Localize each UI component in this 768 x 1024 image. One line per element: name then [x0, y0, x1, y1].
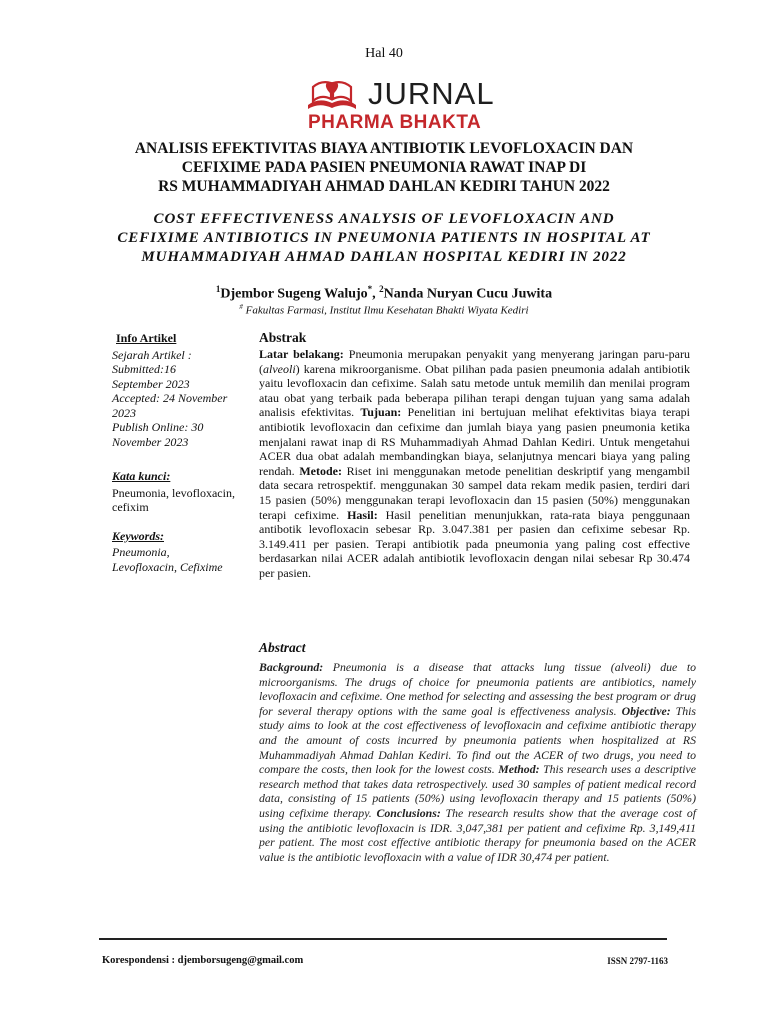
info-heading: Info Artikel [116, 331, 177, 345]
abstract-text: This study aims to look at the cost effectiveness of levofloxacin and cefixime antibiotic therapy and the amount of costs incurred by pneumonia patients when hospitalized at RS Muhammadiyah Ahmad Dahlan Kediri. To find out the ACER of two drugs, you need to compare the costs, then look for the lowest costs. [259, 703, 697, 777]
abstrak-text: Pneumonia merupakan penyakit yang menyerang jaringan paru-paru ( [259, 347, 690, 376]
section-label: Tujuan: [360, 405, 402, 420]
keyword-line: Pneumonia, levofloxacin, [112, 485, 235, 500]
footer-divider [99, 938, 667, 940]
kata-kunci-list [112, 486, 242, 515]
abstrak-italic-term: alveoli [263, 361, 296, 376]
affiliation-text: Fakultas Farmasi, Institut Ilmu Kesehatan Bhakti Wiyata Kediri [242, 304, 529, 317]
title-line: CEFIXIME ANTIBIOTICS IN PNEUMONIA PATIENTS IN HOSPITAL AT [117, 230, 651, 246]
page-number: Hal 40 [365, 46, 403, 61]
title-line: COST EFFECTIVENESS ANALYSIS OF LEVOFLOXACIN AND [153, 211, 615, 227]
kata-kunci-heading: Kata kunci: [112, 469, 171, 483]
section-label: Objective: [621, 703, 671, 718]
abstrak-heading: Abstrak [259, 330, 307, 345]
author-name: Djembor Sugeng Walujo [220, 286, 368, 302]
abstrak-text: Hasil penelitian menunjukkan, rata-rata biaya penggunaan antibotik levofloxacin sebesar Rp. 3.047.381 per pasien dan cefixime sebesar Rp. 3.149.411 per pasien. Terapi antibiotik pada pneumonia yang paling cost effective berdasarkan nilai ACER adalah antibiotik levofloxacin dengan nilai sebesar Rp 30.474 per pasien. [259, 507, 690, 580]
history-line: November 2023 [112, 434, 189, 449]
book-heart-icon [305, 78, 359, 112]
issn-number: ISSN 2797-1163 [607, 956, 668, 966]
keywords-list [112, 545, 242, 574]
title-line: RS MUHAMMADIYAH AHMAD DAHLAN KEDIRI TAHUN 2022 [158, 178, 610, 195]
affiliation [0, 303, 768, 317]
title-line: MUHAMMADIYAH AHMAD DAHLAN HOSPITAL KEDIRI IN 2022 [141, 249, 627, 265]
logo-wordmark: JURNAL [368, 76, 495, 111]
journal-logo [0, 76, 768, 134]
article-info [112, 331, 242, 574]
section-label: Hasil: [347, 507, 378, 522]
author-list [0, 284, 768, 303]
author-separator: , [372, 286, 380, 302]
author-superscript: 1 [215, 284, 221, 294]
abstrak-text: Riset ini menggunakan metode penelitian deskriptif yang mengambil data secara retrospektif. menggunakan 30 sampel data rekam medik pasien, terdiri dari 15 pasien (50%) menggunakan terapi levofloxacin dan 15 pasien (50%) menggunakan terapi cefixime. [259, 463, 690, 522]
section-label: Background: [259, 660, 324, 674]
history-line: 2023 [112, 405, 136, 420]
section-label: Metode: [299, 463, 342, 478]
history-line: Accepted: 24 November [112, 391, 228, 405]
abstract-text: This research uses a descriptive research method that takes data retrospectively. used 30 samples of patient medical record data, consisting of 15 patients (50%) using levofloxacin therapy and 15 patients (50%) using cefixime therapy. [259, 762, 696, 820]
section-label: Conclusions: [376, 805, 441, 820]
correspondence-email: Korespondensi : djemborsugeng@gmail.com [102, 955, 304, 966]
abstrak-body [259, 347, 690, 581]
abstrak-text: Penelitian ini bertujuan melihat efektivitas biaya terapi antibiotik levofloxacin dan cefixime dan jumlah biaya yang pasien pneumonia ketika menjalani rawat inap di RS Muhammadiyah Ahmad Dahlan Kediri. Untuk mengetahui ACER dua obat adalah membandingkan biaya, selanjutnya mencari biaya yang paling rendah. [259, 405, 690, 478]
keyword-line: Levofloxacin, Cefixime [112, 559, 223, 574]
title-english [80, 210, 688, 267]
corresponding-mark: * [367, 284, 373, 294]
history-line: Sejarah Artikel : [112, 347, 192, 362]
section-label: Method: [498, 762, 540, 777]
affiliation-mark: # [239, 303, 243, 311]
article-history [112, 348, 242, 450]
abstract-text: The research results show that the average cost of using the antibiotic levofloxacin is IDR. 3,047,381 per patient and cefixime Rp. 3,149,411 per patient. The most cost effective antibiotic therapy for pneumonia based on the ACER value is the antibiotic levofloxacin with a value of IDR 30,474 per patient. [259, 805, 697, 864]
title-line: CEFIXIME PADA PASIEN PNEUMONIA RAWAT INAP DI [181, 159, 587, 176]
history-line: September 2023 [112, 376, 190, 391]
author-name: Nanda Nuryan Cucu Juwita [383, 286, 553, 302]
abstract-heading: Abstract [259, 640, 306, 655]
title-line: ANALISIS EFEKTIVITAS BIAYA ANTIBIOTIK LEVOFLOXACIN DAN [134, 140, 634, 157]
history-line: Publish Online: 30 [112, 420, 204, 434]
keywords-heading: Keywords: [112, 528, 164, 543]
keyword-line: cefixim [112, 500, 149, 514]
abstract-body [259, 660, 696, 864]
title-indonesian [80, 139, 688, 196]
keyword-line: Pneumonia, [112, 545, 170, 559]
author-superscript: 2 [379, 284, 384, 294]
abstrak-text: ) karena mikroorganisme. Obat pilihan pada pasien pneumonia adalah antibiotik yaitu levofloxacin dan cefixime. Salah satu metode untuk memilih dan menilai program atau obat yang terbaik pada beberapa pilihan terapi dengan tujuan yang sama adalah analisis efektivitas. [259, 361, 690, 420]
section-label: Latar belakang: [259, 347, 344, 361]
logo-subtitle: PHARMA BHAKTA [308, 112, 482, 133]
abstract-text: Pneumonia is a disease that attacks lung tissue (alveoli) due to microorganisms. The drugs of choice for pneumonia patients are antibiotics, namely levofloxacin and cefixime. One method for selecting and assessing the best program or drug for several therapy options with the same goal is effectiveness analysis. [259, 660, 696, 718]
history-line: Submitted:16 [112, 362, 176, 376]
